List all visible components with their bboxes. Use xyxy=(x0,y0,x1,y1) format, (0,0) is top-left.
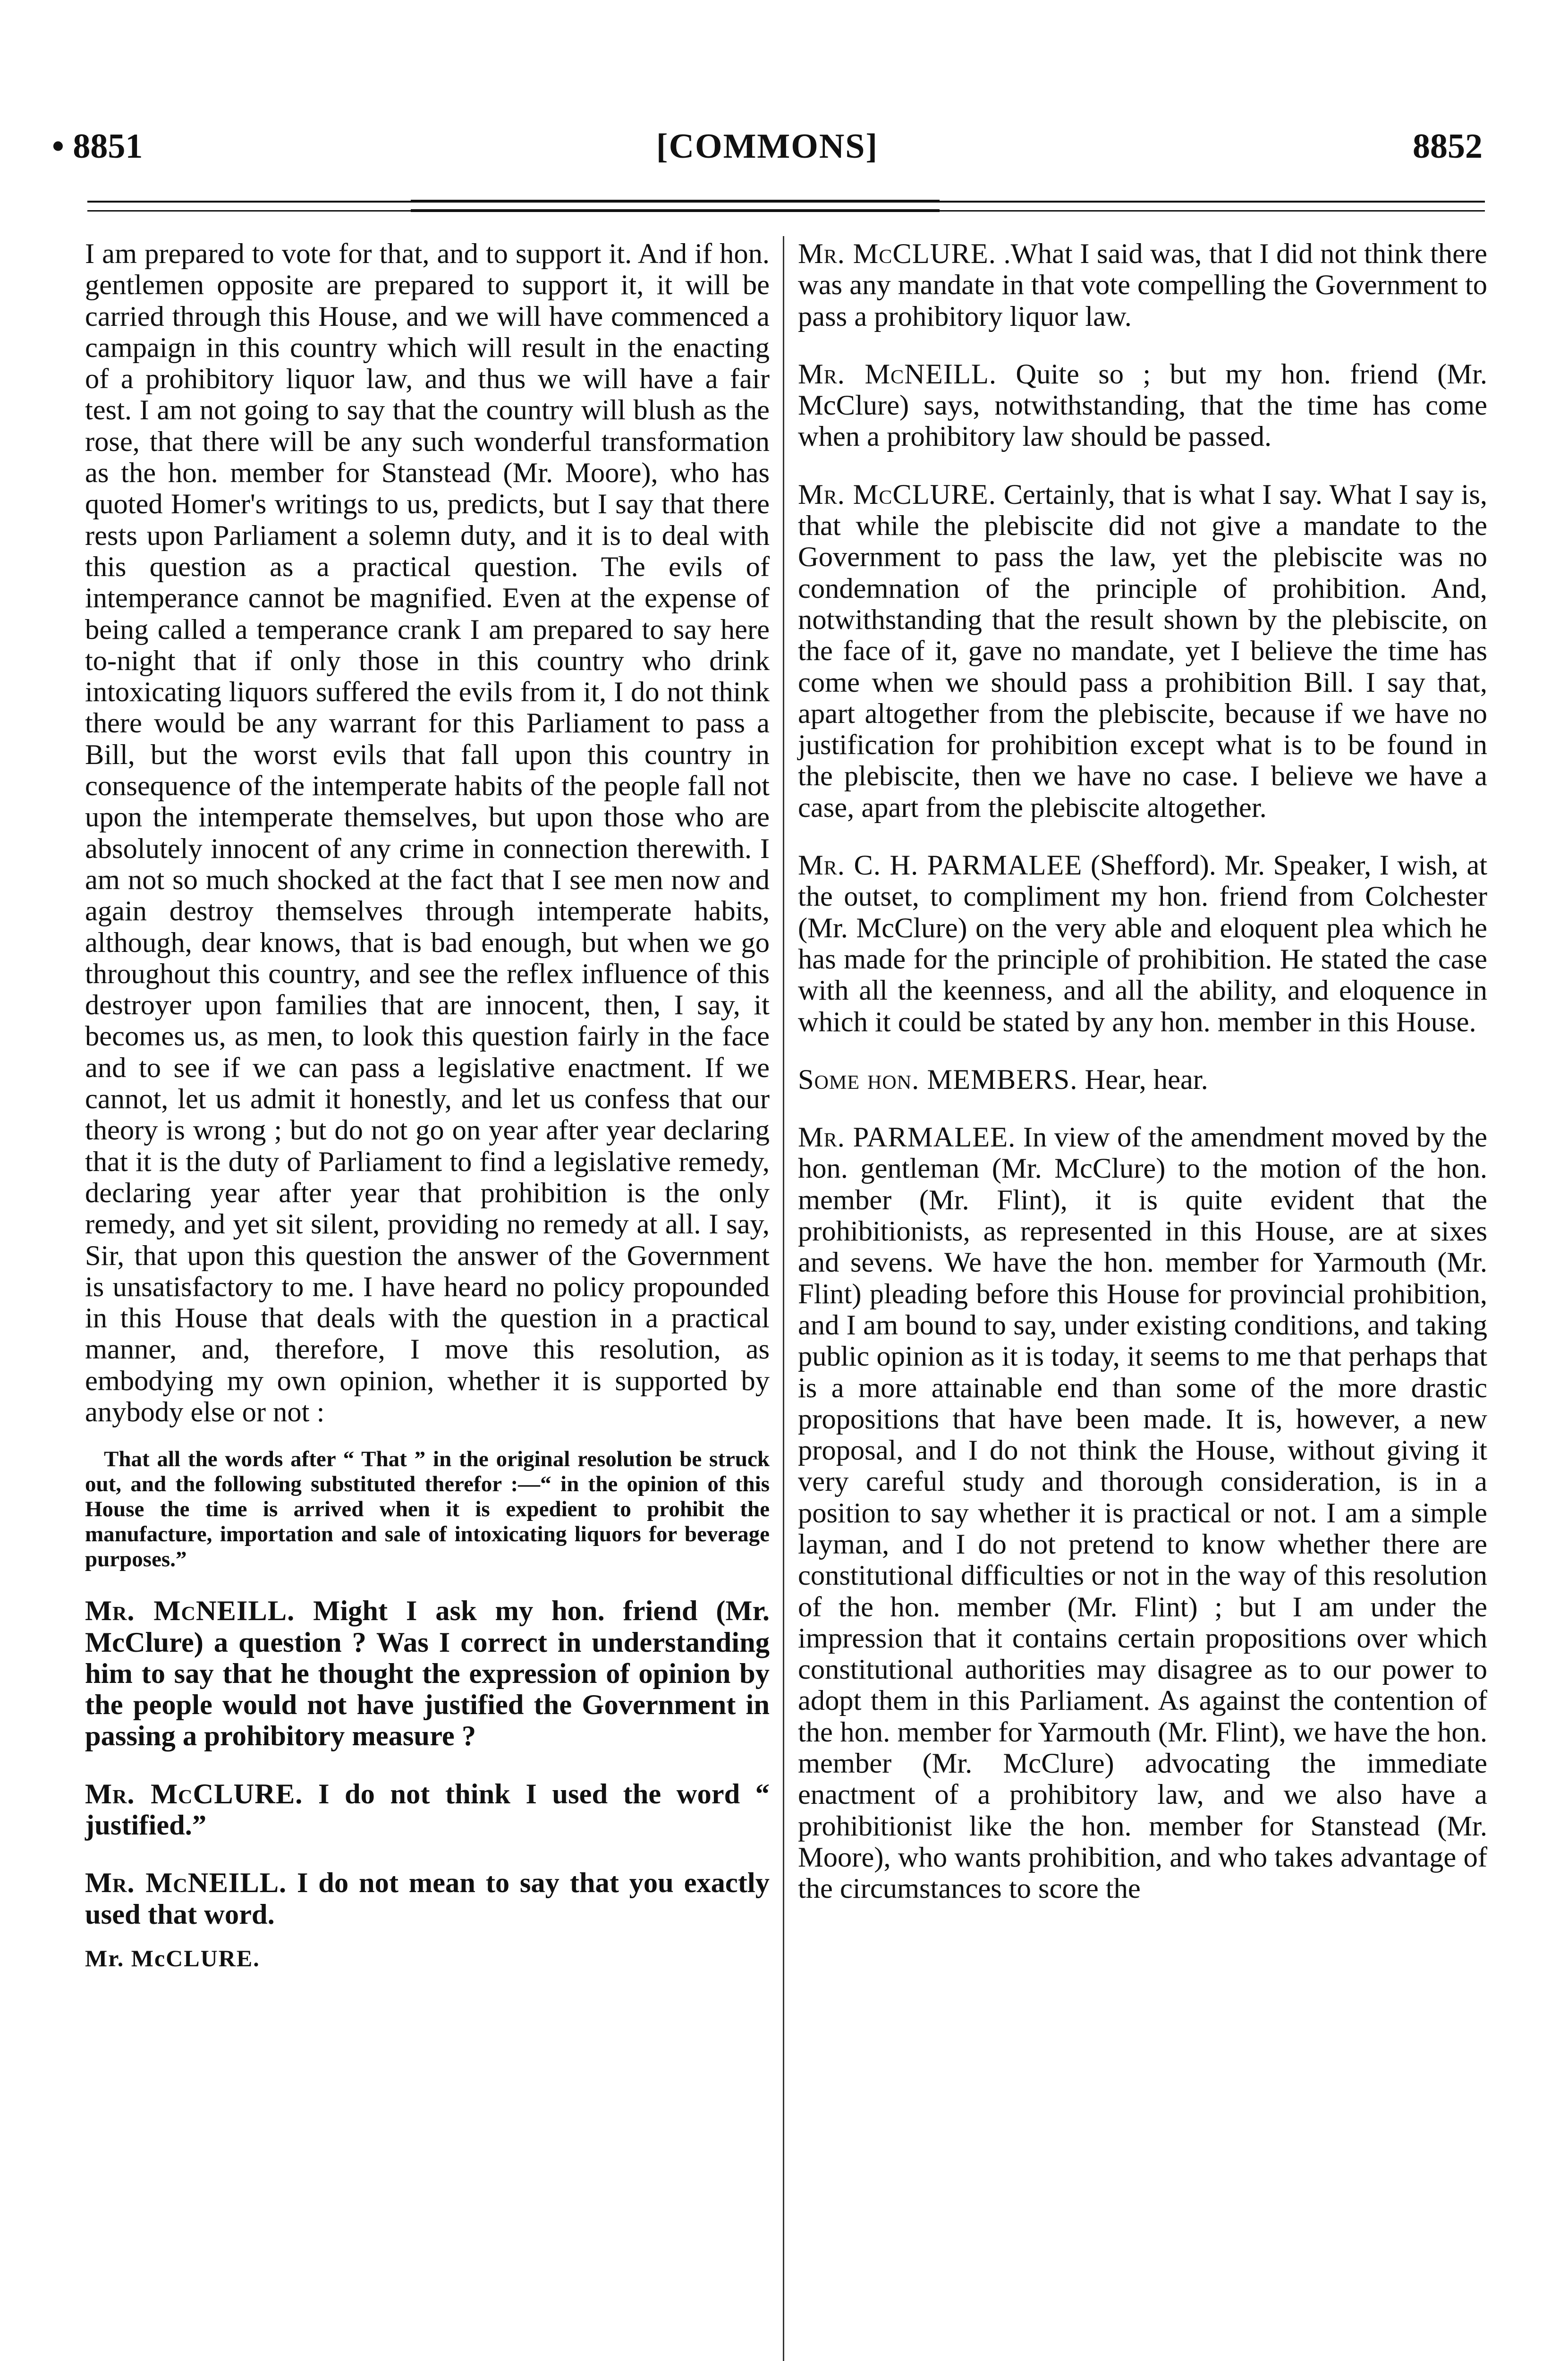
speech-paragraph xyxy=(85,1596,770,1752)
right-column xyxy=(798,238,1487,1917)
speech-text: Quite so ; but my hon. friend (Mr. McClure) says, notwithstanding, that the time has come when a prohibitory law should be passed. xyxy=(798,358,1488,453)
speaker-name: Mr. McNEILL. xyxy=(85,1867,287,1899)
speech-paragraph xyxy=(798,1064,1487,1096)
speech-paragraph xyxy=(798,1122,1487,1904)
speaker-name: Mr. McCLURE. xyxy=(798,478,996,510)
running-head xyxy=(52,118,1483,175)
speech-text: (Shefford). Mr. Speaker, I wish, at the outset, to compliment my hon. friend from Colchester (Mr. McClure) on the very able and eloquent plea which he has made for the principle of prohibition. He stated the case with all the keenness, and all the ability, and eloquence in which it could be stated by any hon. member in this House. xyxy=(798,849,1488,1038)
header-rule-ornament xyxy=(411,200,940,212)
page-number-left: • 8851 xyxy=(52,127,143,166)
speech-paragraph xyxy=(85,1868,770,1930)
column-divider xyxy=(783,236,784,2361)
speech-text: I do not mean to say that you exactly used that word. xyxy=(85,1867,770,1930)
speech-text: .What I said was, that I did not think there was any mandate in that vote compelling the Government to pass a prohibitory liquor law. xyxy=(798,238,1488,332)
speech-paragraph xyxy=(798,238,1487,332)
speaker-name: Mr. PARMALEE. xyxy=(798,1121,1016,1154)
speaker-name: Mr. McNEILL. xyxy=(798,358,997,390)
speech-paragraph xyxy=(798,850,1487,1038)
left-column xyxy=(85,238,770,1974)
page-number-right: 8852 xyxy=(1413,127,1483,166)
speech-paragraph xyxy=(85,1779,770,1842)
speaker-name: Mr. McCLURE. xyxy=(798,238,996,270)
speech-paragraph xyxy=(798,479,1487,824)
speaker-name: Mr. McNEILL. xyxy=(85,1595,295,1627)
speech-paragraph: I am prepared to vote for that, and to support it. And if hon. gentlemen opposite are prepared to support it, it will be carried through this House, and we will have commenced a campaign in this country which will result in the enacting of a prohibitory liquor law, and thus we will have a fair test. I am not going to say that the country will blush as the rose, that there will be any such wonderful transformation as the hon. member for Stanstead (Mr. Moore), who has quoted Homer's writings to us, predicts, but I say that there rests upon Parliament a solemn duty, and it is to deal with this question as a practical question. The evils of intemperance cannot be magnified. Even at the expense of being called a temperance crank I am prepared to say here to-night that if only those in this country who drink intoxicating liquors suffered the evils from it, I do not think there would be any warrant for this Parliament to pass a Bill, but the worst evils that fall upon this country in consequence of the intemperate habits of the people fall not upon the intemperate themselves, but upon those who are absolutely innocent of any crime in connection therewith. I am not so much shocked at the fact that I see men now and again destroy themselves through intemperate habits, although, dear knows, that is bad enough, but when we go throughout this country, and see the reflex influence of this destroyer upon families that are innocent, then, I say, it becomes us, as men, to look this question fairly in the face and to see if we can pass a legislative enactment. If we cannot, let us admit it honestly, and let us confess that our theory is wrong ; but do not go on year after year declaring that it is the duty of Parliament to find a legislative remedy, declaring year after year that prohibition is the only remedy, and yet sit silent, providing no remedy at all. I say, Sir, that upon this question the answer of the Government is unsatisfactory to me. I have heard no policy propounded in this House that deals with the question in a practical manner, and, therefore, I move this resolution, as embodying my own opinion, whether it is supported by anybody else or not : xyxy=(85,238,770,1428)
speaker-name: Mr. McCLURE. xyxy=(85,1778,303,1810)
speech-text: Might I ask my hon. friend (Mr. McClure) a question ? Was I correct in understanding him to say that he thought the expression of opinion by the people would not have justified the Government in passing a prohibitory measure ? xyxy=(85,1595,770,1752)
speaker-name: Mr. C. H. PARMALEE xyxy=(798,849,1083,882)
catchword: Mr. McCLURE. xyxy=(85,1945,260,1971)
speech-text: In view of the amendment moved by the hon. gentleman (Mr. McClure) to the motion of the hon. member (Mr. Flint), it is quite evident that the prohibitionists, as represented in this House, are at sixes and sevens. We have the hon. member for Yarmouth (Mr. Flint) pleading before this House for provincial prohibition, and I am bound to say, under existing conditions, and taking public opinion as it is today, it seems to me that perhaps that is a more attainable end than some of the more drastic propositions that have been made. It is, however, a new proposal, and I do not think the House, without giving it very careful study and thorough consideration, is in a position to say whether it is practical or not. I am a simple layman, and I do not pretend to know whether there are constitutional difficulties or not in the way of this resolution of the hon. member (Mr. Flint) ; but I am under the impression that it contains certain propositions over which constitutional authorities may disagree as to our power to adopt them in this Parliament. As against the contention of the hon. member for Yarmouth (Mr. Flint), we have the hon. member (Mr. McClure) advocating the immediate enactment of a prohibitory law, and we also have a prohibitionist like the hon. member for Stanstead (Mr. Moore), who wants prohibition, and who takes advantage of the circumstances to score the xyxy=(798,1121,1487,1905)
resolution-text: That all the words after “ That ” in the original resolution be struck out, and the following substituted therefor :—“ in the opinion of this House the time is arrived when it is expedient to prohibit the manufacture, importation and sale of intoxicating liquors for beverage purposes.” xyxy=(85,1447,770,1572)
speech-text: Hear, hear. xyxy=(1085,1063,1208,1096)
speech-text: I do not think I used the word “ justified.” xyxy=(85,1778,770,1842)
speaker-name: Some hon. MEMBERS. xyxy=(798,1063,1078,1096)
speech-paragraph xyxy=(798,359,1487,453)
speech-text: Certainly, that is what I say. What I say is, that while the plebiscite did not give a mandate to the Government to pass the law, yet the plebiscite was no condemnation of the principle of prohibition. And, notwithstanding that the result shown by the plebiscite, on the face of it, gave no mandate, yet I believe the time has come when we should pass a prohibition Bill. I say that, apart altogether from the plebiscite, because if we have no justification for prohibition except what is to be found in the plebiscite, then we have no case. I believe we have a case, apart from the plebiscite altogether. xyxy=(798,478,1487,824)
journal-title: [COMMONS] xyxy=(656,127,879,166)
